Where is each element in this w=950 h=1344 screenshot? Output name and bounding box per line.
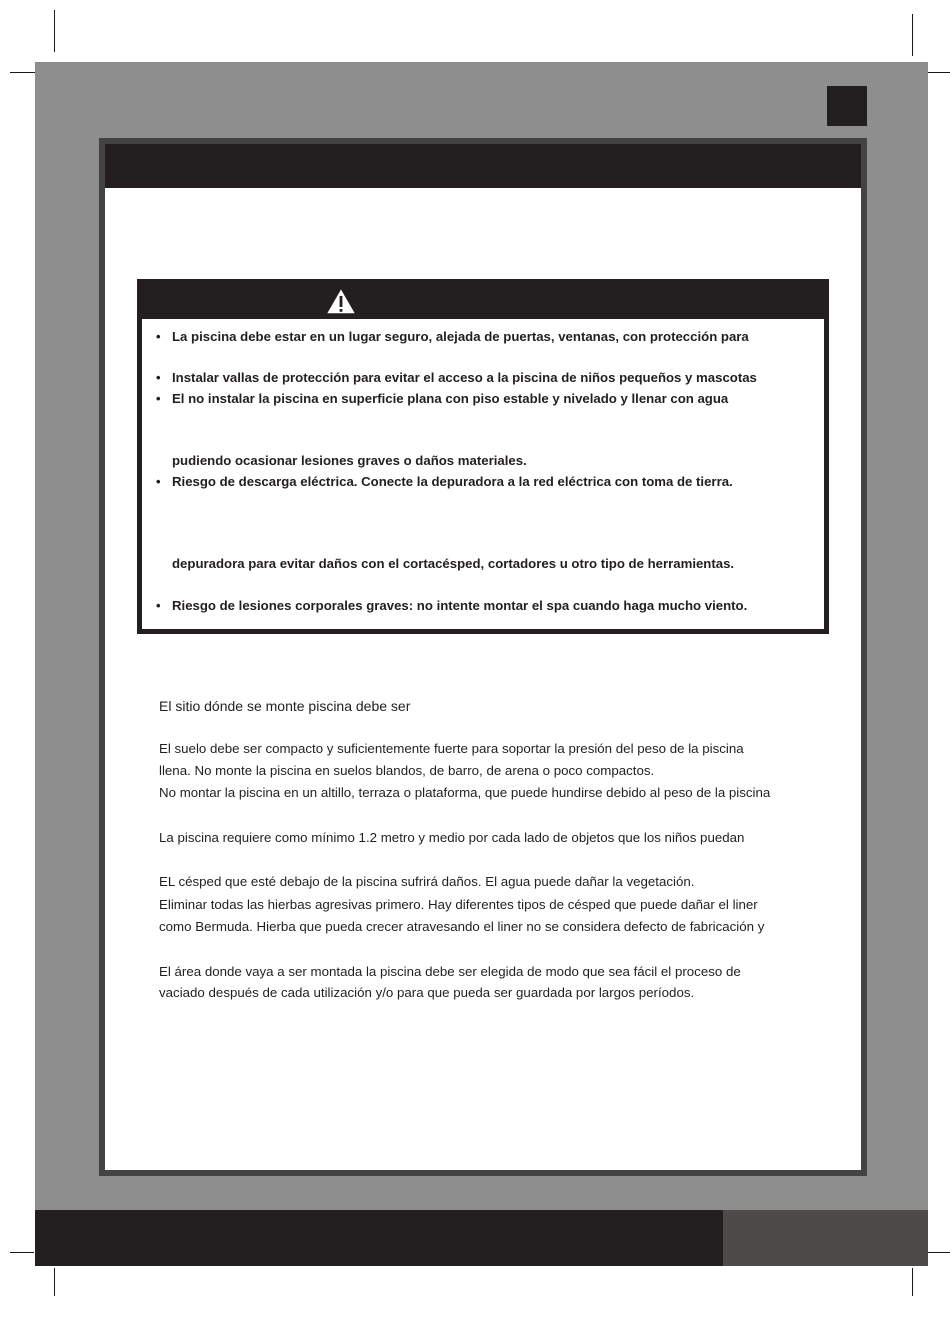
- paragraph-line: El suelo debe ser compacto y suficientemente fuerte para soportar la presión del peso de la piscina: [159, 741, 744, 756]
- footer-bar: [35, 1210, 723, 1266]
- bullet-icon: •: [156, 474, 161, 489]
- crop-mark: [54, 1268, 55, 1296]
- paragraph-line: llena. No monte la piscina en suelos blandos, de barro, de arena o poco compactos.: [159, 763, 655, 778]
- paragraph-line: como Bermuda. Hierba que pueda crecer atravesando el liner no se considera defecto de fabricación y: [159, 919, 765, 934]
- page-marker: [827, 86, 867, 126]
- paragraph-line: Eliminar todas las hierbas agresivas primero. Hay diferentes tipos de césped que puede dañar el liner: [159, 897, 758, 912]
- footer-page-box: [723, 1210, 928, 1266]
- warning-line: depuradora para evitar daños con el cortacésped, cortadores u otro tipo de herramientas.: [172, 556, 735, 571]
- content-panel-header: [105, 144, 861, 188]
- paragraph-line: La piscina requiere como mínimo 1.2 metro y medio por cada lado de objetos que los niños puedan: [159, 830, 745, 845]
- bullet-icon: •: [156, 370, 161, 385]
- warning-line: El no instalar la piscina en superficie plana con piso estable y nivelado y llenar con agua: [172, 391, 729, 406]
- warning-line: Instalar vallas de protección para evitar el acceso a la piscina de niños pequeños y mascotas: [172, 370, 757, 385]
- paragraph-line: El área donde vaya a ser montada la piscina debe ser elegida de modo que sea fácil el proceso de: [159, 964, 741, 979]
- crop-mark: [912, 14, 913, 56]
- warning-triangle-icon: [324, 286, 358, 316]
- bullet-icon: •: [156, 598, 161, 613]
- paragraph-line: vaciado después de cada utilización y/o para que pueda ser guardada por largos períodos.: [159, 985, 695, 1000]
- bullet-icon: •: [156, 391, 161, 406]
- warning-line: La piscina debe estar en un lugar seguro, alejada de puertas, ventanas, con protección para: [172, 329, 749, 344]
- crop-mark: [10, 1252, 34, 1253]
- warning-line: pudiendo ocasionar lesiones graves o daños materiales.: [172, 453, 527, 468]
- paragraph-line: EL césped que esté debajo de la piscina sufrirá daños. El agua puede dañar la vegetación.: [159, 874, 695, 889]
- warning-line: Riesgo de lesiones corporales graves: no intente montar el spa cuando haga mucho viento.: [172, 598, 748, 613]
- bullet-icon: •: [156, 329, 161, 344]
- crop-mark: [912, 1268, 913, 1296]
- warning-line: Riesgo de descarga eléctrica. Conecte la depuradora a la red eléctrica con toma de tierra.: [172, 474, 733, 489]
- section-label: El sitio dónde se monte piscina debe ser: [159, 698, 411, 714]
- crop-mark: [54, 10, 55, 52]
- paragraph-line: No montar la piscina en un altillo, terraza o plataforma, que puede hundirse debido al peso de la piscina: [159, 785, 771, 800]
